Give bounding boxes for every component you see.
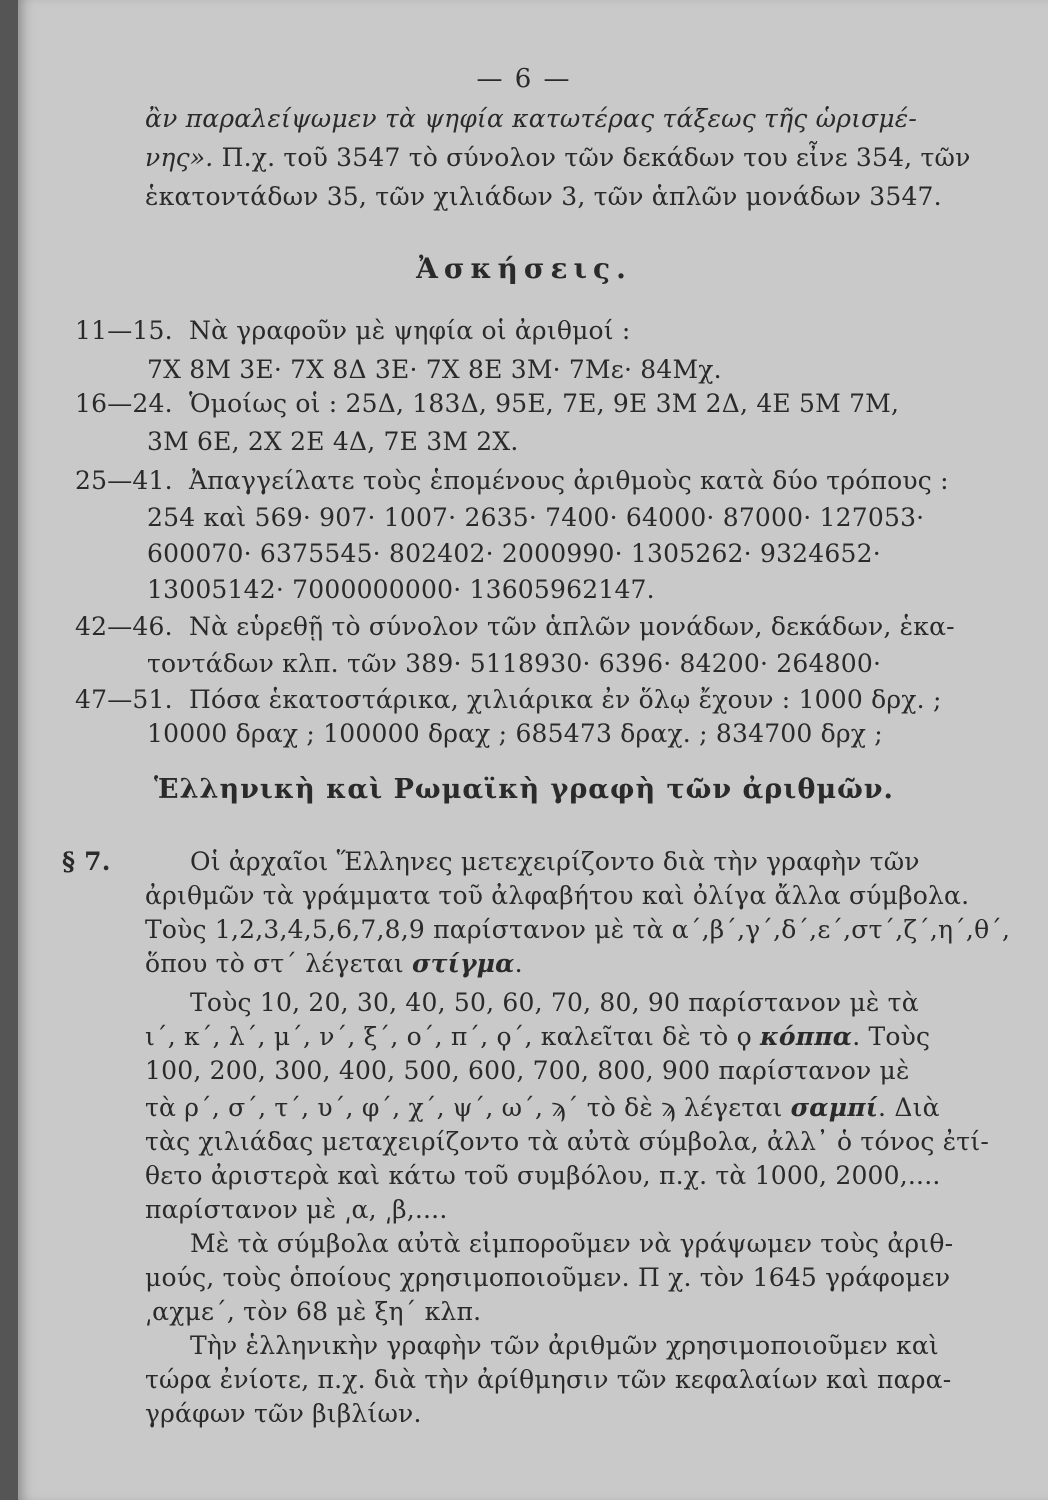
term-koppa: κόππα	[759, 1022, 853, 1051]
paragraph-2-line-1: Τοὺς 10, 20, 30, 40, 50, 60, 70, 80, 90 παρίστανον μὲ τὰ	[190, 988, 919, 1017]
exercise-number: 16—24.	[75, 389, 173, 418]
paragraph-3-line-3: ͵αχμε΄, τὸν 68 μὲ ξη΄ κλπ.	[145, 1297, 482, 1326]
paragraph-2-line-5: τὰς χιλιάδας μεταχειρίζοντο τὰ αὐτὰ σύμβολα, ἀλλ᾽ ὁ τόνος ἐτί-	[145, 1127, 989, 1156]
intro-line-2-start: νης».	[145, 143, 214, 172]
exercise-text: Νὰ εὑρεθῇ τὸ σύνολον τῶν ἁπλῶν μονάδων, δεκάδων, ἑκα-	[189, 612, 955, 641]
exercise-25-41-cont-2: 600070· 6375545· 802402· 2000990· 1305262· 9324652·	[147, 539, 881, 568]
intro-line-3: ἑκατοντάδων 35, τῶν χιλιάδων 3, τῶν ἁπλῶν μονάδων 3547.	[145, 182, 942, 211]
exercise-11-15	[75, 315, 631, 347]
intro-line-2-rest: Π.χ. τοῦ 3547 τὸ σύνολον τῶν δεκάδων του εἶνε 354, τῶν	[213, 143, 971, 172]
paragraph-2-line-4	[145, 1092, 940, 1124]
exercise-25-41-cont-1: 254 καὶ 569· 907· 1007· 2635· 7400· 64000· 87000· 127053·	[147, 503, 925, 532]
text: τὰ ρ΄, σ΄, τ΄, υ΄, φ΄, χ΄, ψ΄, ω΄, ϡ΄ τὸ δὲ ϡ λέγεται	[145, 1093, 791, 1122]
exercise-16-24-cont: 3Μ 6Ε, 2Χ 2Ε 4Δ, 7Ε 3Μ 2Χ.	[147, 427, 519, 456]
exercise-text: Νὰ γραφοῦν μὲ ψηφία οἱ ἀριθμοί :	[189, 316, 631, 345]
paragraph-2-line-7: παρίστανον μὲ ͵α, ͵β,....	[145, 1195, 448, 1224]
paragraph-3-line-1: Μὲ τὰ σύμβολα αὐτὰ εἰμποροῦμεν νὰ γράψωμεν τοὺς ἀριθ-	[190, 1229, 954, 1258]
page-number: — 6 —	[476, 64, 572, 94]
text: ι΄, κ΄, λ΄, μ΄, ν΄, ξ΄, ο΄, π΄, ϙ΄, καλεῖται δὲ τὸ ϙ	[145, 1022, 760, 1051]
intro-line-2	[145, 142, 971, 174]
paragraph-2-line-2	[145, 1021, 930, 1053]
exercise-42-46	[75, 611, 955, 643]
exercise-25-41-cont-3: 13005142· 7000000000· 13605962147.	[147, 575, 655, 604]
text: . Διὰ	[878, 1093, 940, 1122]
section-number: § 7.	[62, 847, 111, 876]
exercise-47-51-cont: 10000 δραχ ; 100000 δραχ ; 685473 δραχ. ; 834700 δρχ ;	[147, 719, 883, 748]
exercise-number: 47—51.	[75, 685, 173, 714]
section-paragraph-1	[62, 846, 920, 878]
term-sampi: σαμπί	[790, 1093, 879, 1122]
exercise-text: Ἀπαγγείλατε τοὺς ἑπομένους ἀριθμοὺς κατὰ δύο τρόπους :	[189, 466, 949, 495]
exercise-number: 25—41.	[75, 466, 173, 495]
paragraph-2-line-6: θετο ἀριστερὰ καὶ κάτω τοῦ συμβόλου, π.χ. τὰ 1000, 2000,....	[145, 1161, 941, 1190]
exercise-11-15-cont: 7Χ 8Μ 3Ε· 7Χ 8Δ 3Ε· 7Χ 8Ε 3Μ· 7Με· 84Μχ.	[147, 355, 722, 384]
paragraph-1-line-2: ἀριθμῶν τὰ γράμματα τοῦ ἀλφαβήτου καὶ ὀλίγα ἄλλα σύμβολα.	[145, 881, 970, 910]
exercises-heading: Ἀσκήσεις.	[416, 252, 632, 285]
paragraph-3-line-2: μούς, τοὺς ὁποίους χρησιμοποιοῦμεν. Π χ. τὸν 1645 γράφομεν	[145, 1263, 951, 1292]
exercise-number: 11—15.	[75, 316, 173, 345]
exercise-number: 42—46.	[75, 612, 173, 641]
exercise-42-46-cont: τοντάδων κλπ. τῶν 389· 5118930· 6396· 84200· 264800·	[147, 649, 882, 678]
exercise-text: Ὁμοίως οἱ : 25Δ, 183Δ, 95Ε, 7Ε, 9Ε 3Μ 2Δ, 4Ε 5Μ 7Μ,	[189, 389, 900, 418]
text: .	[514, 949, 523, 978]
page-left-edge	[0, 0, 18, 1500]
paragraph-4-line-3: γράφων τῶν βιβλίων.	[145, 1399, 422, 1428]
paragraph-2-line-3: 100, 200, 300, 400, 500, 600, 700, 800, 900 παρίστανον μὲ	[145, 1056, 910, 1085]
paragraph-1-line-4	[145, 948, 523, 980]
exercise-25-41	[75, 465, 949, 497]
intro-line-1: ἂν παραλείψωμεν τὰ ψηφία κατωτέρας τάξεως τῆς ὡρισμέ-	[145, 104, 918, 133]
exercise-47-51	[75, 684, 942, 716]
exercise-text: Πόσα ἑκατοστάρικα, χιλιάρικα ἐν ὅλῳ ἔχουν : 1000 δρχ. ;	[189, 685, 942, 714]
paragraph-4-line-1: Τὴν ἑλληνικὴν γραφὴν τῶν ἀριθμῶν χρησιμοποιοῦμεν καὶ	[190, 1331, 939, 1360]
exercise-16-24	[75, 388, 899, 420]
section-heading: Ἑλληνικὴ καὶ Ρωμαϊκὴ γραφὴ τῶν ἀριθμῶν.	[154, 774, 894, 805]
paragraph-text: Οἱ ἀρχαῖοι Ἕλληνες μετεχειρίζοντο διὰ τὴν γραφὴν τῶν	[190, 847, 920, 876]
term-stigma: στίγμα	[412, 949, 515, 978]
text: ὅπου τὸ στ΄ λέγεται	[145, 949, 413, 978]
paragraph-4-line-2: τώρα ἐνίοτε, π.χ. διὰ τὴν ἀρίθμησιν τῶν κεφαλαίων καὶ παρα-	[145, 1365, 952, 1394]
text: . Τοὺς	[852, 1022, 931, 1051]
paragraph-1-line-3: Τοὺς 1,2,3,4,5,6,7,8,9 παρίστανον μὲ τὰ α΄,β΄,γ΄,δ΄,ε΄,στ΄,ζ΄,η΄,θ΄,	[145, 915, 1011, 944]
